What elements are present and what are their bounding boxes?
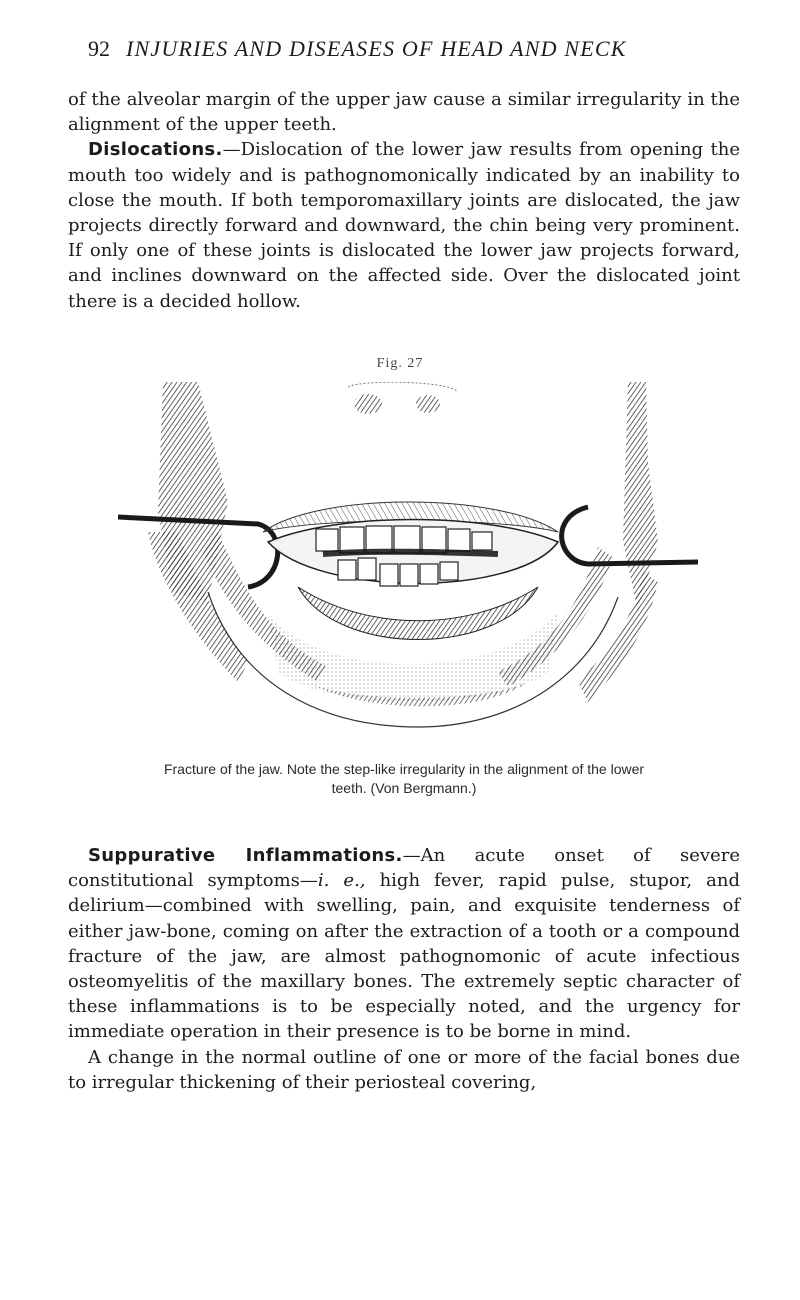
- dislocations-paragraph: [68, 137, 740, 313]
- figure-caption-line1: Fracture of the jaw. Note the step-like irregularity in the alignment of the lower: [163, 761, 645, 777]
- change-paragraph: A change in the normal outline of one or more of the facial bones due to irregular thickening of their periosteal covering,: [68, 1046, 740, 1093]
- figure-label: Fig. 27: [376, 356, 424, 371]
- lower-text-block: [68, 843, 740, 1095]
- suppurative-paragraph: [68, 843, 740, 1045]
- intro-paragraph: of the alveolar margin of the upper jaw cause a similar irregularity in the alignment of the upper teeth.: [68, 89, 740, 136]
- figure-caption: [68, 760, 740, 798]
- running-head: [88, 32, 728, 66]
- page-number: 92: [88, 36, 110, 61]
- suppurative-heading: Suppurative Inflammations.: [88, 845, 403, 866]
- jaw-fracture-illustration: [118, 382, 698, 737]
- upper-text-block: [68, 87, 740, 314]
- dislocations-heading: Dislocations.: [88, 139, 223, 161]
- suppurative-text-before: —An acute onset of severe constitutional symptoms—: [68, 845, 740, 892]
- dislocations-text: —Dislocation of the lower jaw results from opening the mouth too widely and is pathognomonically indicated by an inability to close the mouth. If both temporomaxillary joints are dislocated, the jaw projects directly forward and downward, the chin being very prominent. If only one of these joints is dislocated the lower jaw projects forward, and inclines downward on the affected side. Over the dislocated joint there is a decided hollow.: [68, 139, 740, 312]
- running-head-title: INJURIES AND DISEASES OF HEAD AND NECK: [126, 36, 627, 61]
- figure-caption-line2: teeth. (Von Bergmann.): [331, 780, 477, 796]
- suppurative-ie: i. e.,: [317, 870, 366, 892]
- suppurative-text-after: high fever, rapid pulse, stupor, and delirium—combined with swelling, pain, and exquisite tenderness of either jaw-bone, coming on after the extraction of a tooth or a compound fracture of the jaw, are almost pathognomonic of acute infectious osteomyelitis of the maxillary bones. The extremely septic character of these inflammations is to be especially noted, and the urgency for immediate operation in their presence is to be borne in mind.: [68, 870, 740, 1043]
